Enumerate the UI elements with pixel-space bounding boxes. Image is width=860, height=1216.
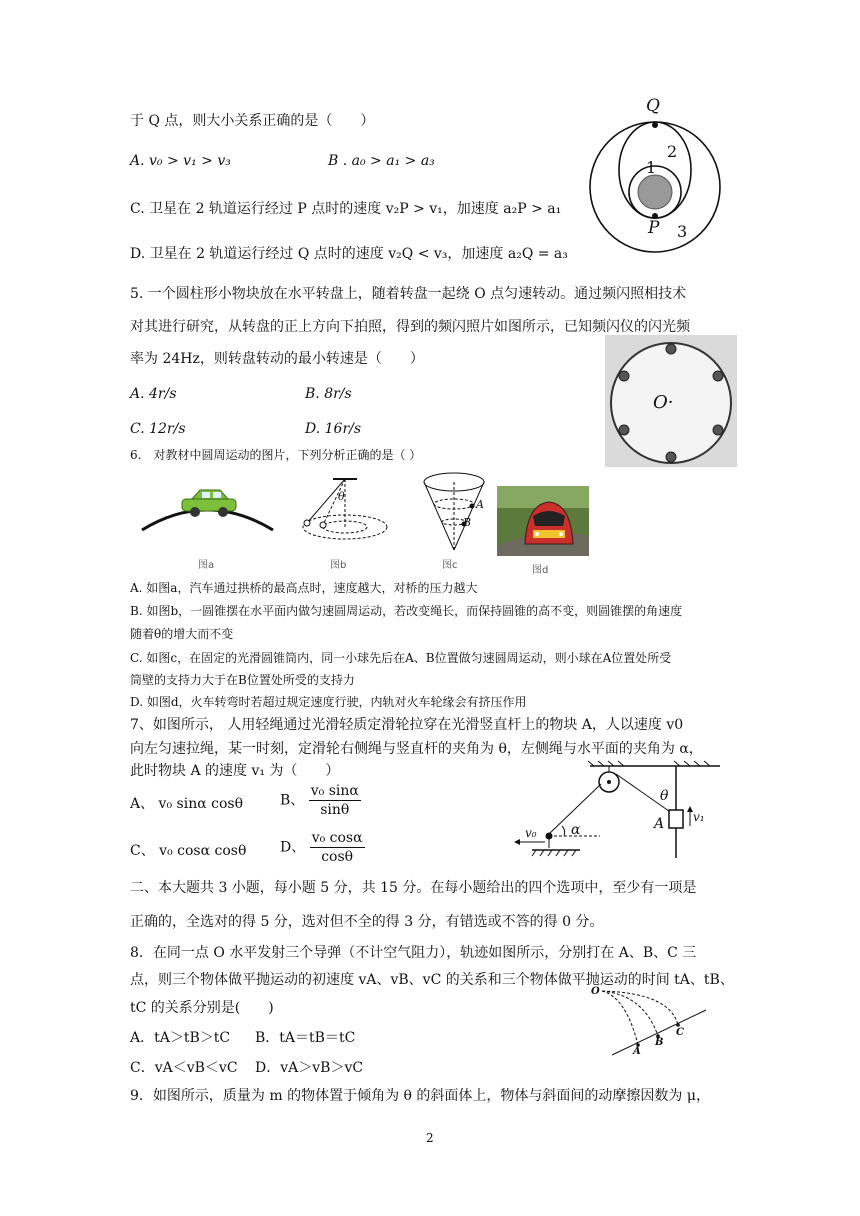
q8-stem-line-1: 8．在同一点 O 水平发射三个导弹（不计空气阻力），轨迹如图所示，分别打在 A、B、C 三: [130, 945, 697, 961]
q4-option-a: A. v₀ > v₁ > v₃: [130, 153, 231, 169]
figure-b-conical-pendulum: [295, 475, 395, 547]
q7-option-d: [280, 829, 365, 866]
q8-option-d: D．vA＞vB＞vC: [255, 1060, 364, 1076]
figure-c-cone: [420, 470, 492, 552]
q5-option-c: C. 12r/s: [130, 421, 186, 437]
pulley-label-v1: v₁: [693, 810, 705, 824]
q7-stem-line-3: 此时物块 A 的速度 v₁ 为（ ）: [130, 763, 340, 779]
q5-stem-line-1: 5. 一个圆柱形小物块放在水平转盘上，随着转盘一起绕 O 点匀速转动。通过频闪照相技术: [130, 286, 687, 302]
orbit-label-1: 1: [646, 158, 657, 177]
q6-option-a: A. 如图a，汽车通过拱桥的最高点时，速度越大，对桥的压力越大: [130, 581, 478, 595]
q6-option-b-line-1: B. 如图b，一圆锥摆在水平面内做匀速圆周运动，若改变绳长，而保持圆锥的高不变，则圆锥摆的角速度: [130, 604, 683, 618]
projectile-label-a: A: [633, 1046, 641, 1057]
q9-stem-line-1: 9．如图所示，质量为 m 的物体置于倾角为 θ 的斜面体上，物体与斜面间的动摩擦因数为 μ，: [130, 1088, 710, 1104]
q6-option-d: D. 如图d，火车转弯时若超过规定速度行驶，内轨对火车轮缘会有挤压作用: [130, 695, 527, 709]
pulley-diagram: [510, 760, 740, 865]
q7-option-d-fraction: [310, 829, 365, 866]
q5-option-b: B. 8r/s: [305, 386, 352, 402]
q8-option-c: C．vA＜vB＜vC: [130, 1060, 238, 1076]
figure-c-label-b: B: [463, 516, 472, 529]
turntable-label-o: O·: [653, 392, 674, 413]
q8-stem-line-3: tC 的关系分别是( ): [130, 1000, 274, 1016]
orbit-label-q: Q: [646, 96, 660, 116]
orbit-label-p: P: [648, 218, 660, 238]
q8-option-a: A．tA＞tB＞tC: [130, 1030, 231, 1046]
q7-option-b: [280, 782, 361, 819]
q6-stem: 6. 对教材中圆周运动的图片，下列分析正确的是（ ）: [130, 448, 422, 462]
pulley-label-v0: v₀: [525, 826, 537, 840]
q4-stem-tail: 于 Q 点，则大小关系正确的是（ ）: [130, 113, 375, 129]
q5-stem-line-3: 率为 24Hz，则转盘转动的最小转速是（ ）: [130, 351, 424, 367]
q4-option-c: C. 卫星在 2 轨道运行经过 P 点时的速度 v₂P > v₁，加速度 a₂P > a₁: [130, 201, 562, 217]
q5-option-a: A. 4r/s: [130, 386, 177, 402]
q6-option-c-line-2: 筒壁的支持力大于在B位置处所受的支持力: [130, 673, 355, 687]
projectile-label-c: C: [676, 1027, 684, 1038]
projectile-label-o: O: [591, 986, 600, 997]
q7-stem-line-2: 向左匀速拉绳，某一时刻，定滑轮右侧绳与竖直杆的夹角为 θ，左侧绳与水平面的夹角为 α，: [130, 741, 703, 757]
q8-option-b: B．tA＝tB＝tC: [255, 1030, 356, 1046]
q5-option-d: D. 16r/s: [305, 421, 362, 437]
projectile-label-b: B: [655, 1037, 664, 1048]
figure-d-caption: 图d: [532, 565, 549, 576]
figure-b-caption: 图b: [330, 560, 347, 571]
q7-option-a: A、 v₀ sinα cosθ: [130, 796, 243, 812]
q4-option-d: D. 卫星在 2 轨道运行经过 Q 点时的速度 v₂Q < v₃，加速度 a₂Q = a₃: [130, 246, 568, 262]
orbit-label-2: 2: [667, 142, 678, 161]
q7-option-d-prefix: D、: [280, 839, 306, 856]
section-2-instructions-line-1: 二、本大题共 3 小题，每小题 5 分，共 15 分。在每小题给出的四个选项中，至少有一项是: [130, 880, 697, 896]
projectile-diagram: [590, 985, 710, 1060]
q7-stem-line-1: 7、如图所示， 人用轻绳通过光滑轻质定滑轮拉穿在光滑竖直杆上的物块 A，人以速度 v0: [130, 717, 684, 733]
q7-option-d-denominator: cosθ: [321, 849, 354, 865]
orbit-label-3: 3: [677, 222, 688, 241]
pulley-label-a: A: [654, 816, 665, 832]
q7-option-b-numerator: v₀ sinα: [310, 783, 359, 799]
figure-a-caption: 图a: [198, 560, 215, 571]
figure-c-caption: 图c: [442, 560, 458, 571]
q6-option-c-line-1: C. 如图c，在固定的光滑圆锥筒内，同一小球先后在A、B位置做匀速圆周运动，则小球在A位置处所受: [130, 651, 672, 665]
page-number: 2: [426, 1131, 434, 1145]
q7-option-b-fraction: [309, 782, 361, 819]
q8-stem-line-2: 点，则三个物体做平抛运动的初速度 vA、vB、vC 的关系和三个物体做平抛运动的时间 tA、tB、: [130, 972, 734, 988]
figure-c-label-a: A: [476, 498, 484, 511]
pulley-label-alpha: α: [571, 822, 581, 838]
figure-d-train-photo: [497, 486, 589, 556]
pulley-label-theta: θ: [660, 788, 669, 804]
q5-stem-line-2: 对其进行研究，从转盘的正上方向下拍照，得到的频闪照片如图所示，已知频闪仪的闪光频: [130, 319, 690, 335]
q7-option-b-denominator: sinθ: [320, 802, 350, 818]
q4-option-b: B . a₀ > a₁ > a₃: [328, 153, 435, 169]
q7-option-d-numerator: v₀ cosα: [311, 830, 363, 846]
figure-b-theta-label: θ: [338, 490, 345, 503]
q7-option-c: C、 v₀ cosα cosθ: [130, 843, 247, 859]
q6-option-b-line-2: 随着θ的增大而不变: [130, 627, 234, 641]
q7-option-b-prefix: B、: [280, 792, 305, 809]
section-2-instructions-line-2: 正确的，全选对的得 5 分，选对但不全的得 3 分，有错选或不答的得 0 分。: [130, 914, 604, 930]
figure-a-car-on-bridge: [140, 485, 275, 535]
